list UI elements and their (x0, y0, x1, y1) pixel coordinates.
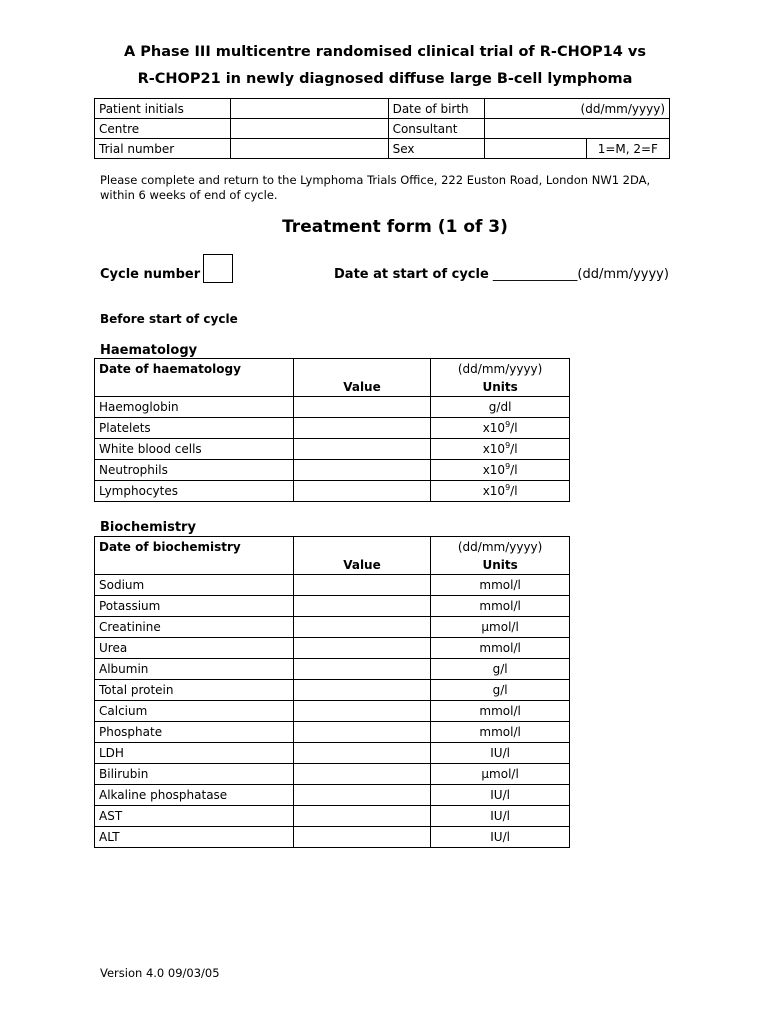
test-name: Total protein (95, 680, 294, 701)
test-name: Haemoglobin (95, 397, 294, 418)
unit-text: x10 (482, 463, 506, 477)
table-row (95, 827, 570, 848)
biochemistry-date-label: Date of biochemistry (95, 537, 294, 557)
unit-text: x10 (482, 421, 506, 435)
centre-label: Centre (95, 119, 231, 139)
table-row (95, 638, 570, 659)
trial-number-field[interactable] (231, 139, 388, 159)
consultant-label: Consultant (388, 119, 485, 139)
table-row (95, 617, 570, 638)
unit-text: IU/l (490, 788, 510, 802)
value-field[interactable] (293, 596, 431, 617)
table-row (95, 596, 570, 617)
value-field[interactable] (293, 743, 431, 764)
unit-cell (431, 418, 570, 439)
table-row (95, 659, 570, 680)
unit-suffix: /l (510, 463, 518, 477)
test-name: AST (95, 806, 294, 827)
value-field[interactable] (293, 397, 431, 418)
unit-text: g/l (492, 683, 508, 697)
date-start-field[interactable]: _____________ (492, 267, 578, 282)
table-row (95, 680, 570, 701)
table-row (95, 806, 570, 827)
unit-suffix: /l (510, 421, 518, 435)
unit-text: x10 (482, 442, 506, 456)
unit-exponent: 9 (505, 420, 511, 429)
date-start-label: Date at start of cycle (334, 267, 489, 282)
trial-number-label: Trial number (95, 139, 231, 159)
haematology-date-label: Date of haematology (95, 359, 294, 379)
date-start-format: (dd/mm/yyyy) (577, 267, 669, 282)
test-name: Urea (95, 638, 294, 659)
haematology-date-format: (dd/mm/yyyy) (431, 359, 570, 379)
table-row (95, 785, 570, 806)
value-field[interactable] (293, 827, 431, 848)
sex-codes: 1=M, 2=F (586, 139, 669, 159)
unit-cell (431, 764, 570, 785)
unit-cell (431, 638, 570, 659)
table-row (95, 722, 570, 743)
unit-suffix: /l (510, 442, 518, 456)
test-name: Potassium (95, 596, 294, 617)
test-name: ALT (95, 827, 294, 848)
unit-cell (431, 596, 570, 617)
unit-suffix: /l (510, 484, 518, 498)
haematology-table (94, 358, 570, 502)
value-field[interactable] (293, 806, 431, 827)
date-of-birth-label: Date of birth (388, 99, 485, 119)
biochemistry-value-header: Value (293, 557, 431, 575)
unit-cell (431, 806, 570, 827)
title-line-1: A Phase III multicentre randomised clinical trial of R-CHOP14 vs (124, 44, 646, 60)
test-name: Albumin (95, 659, 294, 680)
test-name: Bilirubin (95, 764, 294, 785)
test-name: Phosphate (95, 722, 294, 743)
value-field[interactable] (293, 659, 431, 680)
unit-cell (431, 617, 570, 638)
value-field[interactable] (293, 785, 431, 806)
unit-cell (431, 481, 570, 502)
table-row (95, 481, 570, 502)
biochemistry-heading: Biochemistry (100, 520, 196, 535)
value-field[interactable] (293, 418, 431, 439)
patient-header-table (94, 98, 670, 159)
unit-cell (431, 701, 570, 722)
cycle-number-label: Cycle number (100, 267, 201, 282)
unit-text: mmol/l (479, 599, 521, 613)
unit-text: mmol/l (479, 725, 521, 739)
test-name: Calcium (95, 701, 294, 722)
unit-cell (431, 722, 570, 743)
date-start-of-cycle (334, 267, 669, 282)
instructions-line-2: within 6 weeks of end of cycle. (100, 188, 278, 202)
unit-text: IU/l (490, 809, 510, 823)
haematology-date-field[interactable] (293, 359, 431, 379)
test-name: Sodium (95, 575, 294, 596)
unit-cell (431, 397, 570, 418)
unit-cell (431, 575, 570, 596)
test-name: Neutrophils (95, 460, 294, 481)
value-field[interactable] (293, 439, 431, 460)
haematology-units-header: Units (431, 379, 570, 397)
unit-exponent: 9 (505, 441, 511, 450)
version-footer: Version 4.0 09/03/05 (100, 966, 220, 980)
unit-text: g/l (492, 662, 508, 676)
value-field[interactable] (293, 680, 431, 701)
unit-text: IU/l (490, 746, 510, 760)
test-name: Lymphocytes (95, 481, 294, 502)
table-row (95, 764, 570, 785)
haematology-value-header: Value (293, 379, 431, 397)
table-row (95, 418, 570, 439)
sex-field[interactable] (485, 139, 587, 159)
biochemistry-date-field[interactable] (293, 537, 431, 557)
unit-exponent: 9 (505, 483, 511, 492)
unit-cell (431, 439, 570, 460)
unit-cell (431, 743, 570, 764)
test-name: LDH (95, 743, 294, 764)
value-field[interactable] (293, 722, 431, 743)
value-field[interactable] (293, 764, 431, 785)
sex-label: Sex (388, 139, 485, 159)
biochemistry-table (94, 536, 570, 848)
unit-text: x10 (482, 484, 506, 498)
unit-text: mmol/l (479, 704, 521, 718)
instructions-line-1: Please complete and return to the Lymphoma Trials Office, 222 Euston Road, London NW1 2DA, (100, 173, 651, 187)
value-field[interactable] (293, 575, 431, 596)
test-name: Creatinine (95, 617, 294, 638)
title-line-2: R-CHOP21 in newly diagnosed diffuse large B-cell lymphoma (137, 71, 633, 87)
unit-exponent: 9 (505, 462, 511, 471)
test-name: Alkaline phosphatase (95, 785, 294, 806)
unit-text: µmol/l (481, 620, 519, 634)
cycle-number-box[interactable] (203, 254, 233, 283)
table-row (95, 743, 570, 764)
table-row (95, 439, 570, 460)
unit-text: mmol/l (479, 641, 521, 655)
unit-cell (431, 460, 570, 481)
value-field[interactable] (293, 460, 431, 481)
unit-text: IU/l (490, 830, 510, 844)
unit-cell (431, 659, 570, 680)
value-field[interactable] (293, 638, 431, 659)
date-of-birth-field[interactable] (485, 99, 670, 119)
table-row (95, 575, 570, 596)
value-field[interactable] (293, 701, 431, 722)
biochemistry-date-format: (dd/mm/yyyy) (431, 537, 570, 557)
unit-text: mmol/l (479, 578, 521, 592)
table-row (95, 460, 570, 481)
before-start-label: Before start of cycle (100, 312, 238, 326)
patient-initials-field[interactable] (231, 99, 388, 119)
unit-cell (431, 827, 570, 848)
form-title: Treatment form (1 of 3) (282, 217, 508, 237)
value-field[interactable] (293, 617, 431, 638)
biochemistry-units-header: Units (431, 557, 570, 575)
unit-cell (431, 680, 570, 701)
table-row (95, 701, 570, 722)
test-name: Platelets (95, 418, 294, 439)
unit-cell (431, 785, 570, 806)
patient-initials-label: Patient initials (95, 99, 231, 119)
table-row (95, 397, 570, 418)
dob-format-hint: (dd/mm/yyyy) (580, 101, 665, 116)
unit-text: g/dl (488, 400, 512, 414)
value-field[interactable] (293, 481, 431, 502)
unit-text: µmol/l (481, 767, 519, 781)
haematology-heading: Haematology (100, 343, 198, 358)
centre-field[interactable] (231, 119, 388, 139)
consultant-field[interactable] (485, 119, 670, 139)
test-name: White blood cells (95, 439, 294, 460)
